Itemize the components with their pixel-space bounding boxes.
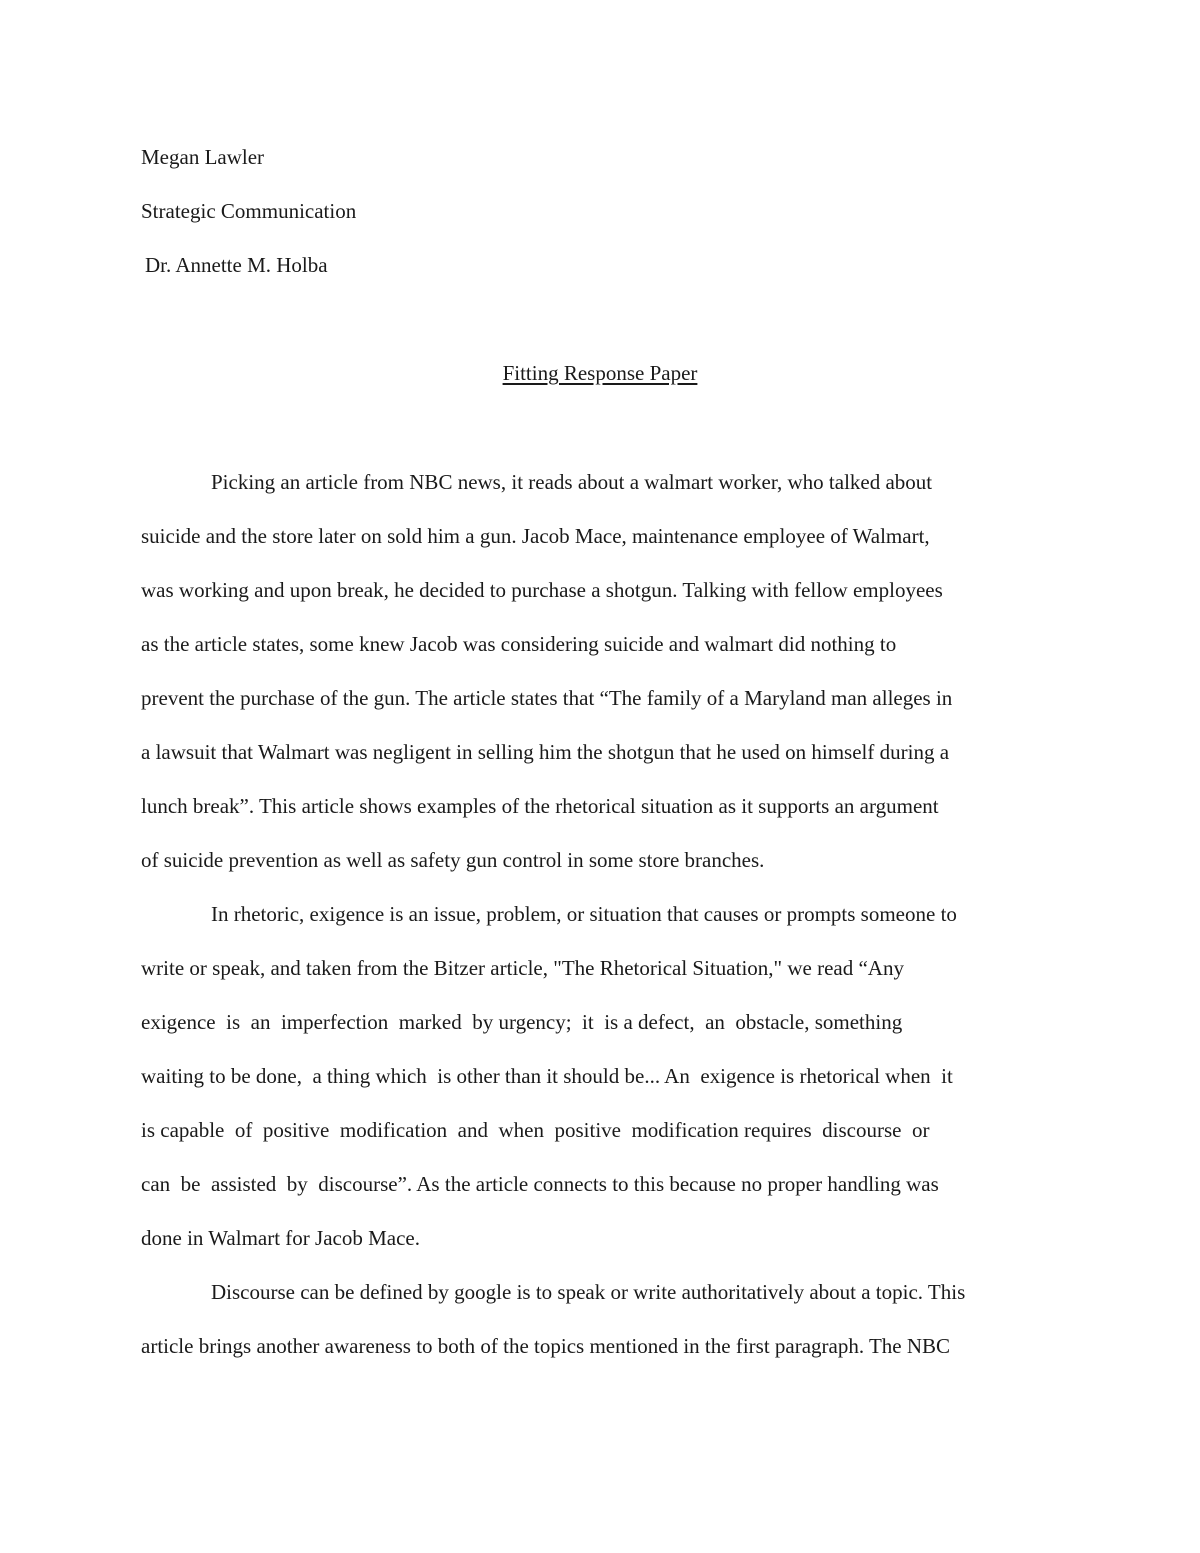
body-line: In rhetoric, exigence is an issue, problem, or situation that causes or prompts someone to (211, 902, 957, 926)
body-line: lunch break”. This article shows examples of the rhetorical situation as it supports an argument (141, 794, 939, 818)
body-line: write or speak, and taken from the Bitzer article, "The Rhetorical Situation," we read “Any (141, 956, 904, 980)
course-name: Strategic Communication (141, 199, 357, 223)
author-name: Megan Lawler (141, 145, 265, 169)
body-line: article brings another awareness to both of the topics mentioned in the first paragraph. The NBC (141, 1334, 951, 1358)
body-line: Discourse can be defined by google is to speak or write authoritatively about a topic. This (211, 1280, 966, 1304)
body-line: done in Walmart for Jacob Mace. (141, 1226, 420, 1250)
body-line: exigence is an imperfection marked by urgency; it is a defect, an obstacle, something (141, 1010, 903, 1034)
body-line: suicide and the store later on sold him a gun. Jacob Mace, maintenance employee of Walmart, (141, 524, 930, 548)
body-line: prevent the purchase of the gun. The article states that “The family of a Maryland man alleges in (141, 686, 953, 710)
body-line: as the article states, some knew Jacob was considering suicide and walmart did nothing to (141, 632, 897, 656)
body-line: is capable of positive modification and when positive modification requires discourse or (141, 1118, 930, 1142)
body-line: was working and upon break, he decided to purchase a shotgun. Talking with fellow employees (141, 578, 943, 602)
body-line: can be assisted by discourse”. As the article connects to this because no proper handling was (141, 1172, 939, 1196)
instructor-name: Dr. Annette M. Holba (145, 253, 328, 277)
body-line: a lawsuit that Walmart was negligent in selling him the shotgun that he used on himself during a (141, 740, 950, 764)
body-line: Picking an article from NBC news, it reads about a walmart worker, who talked about (211, 470, 933, 494)
body-line: of suicide prevention as well as safety gun control in some store branches. (141, 848, 765, 872)
body-line: waiting to be done, a thing which is other than it should be... An exigence is rhetorical when it (141, 1064, 953, 1088)
paper-title: Fitting Response Paper (502, 361, 698, 385)
